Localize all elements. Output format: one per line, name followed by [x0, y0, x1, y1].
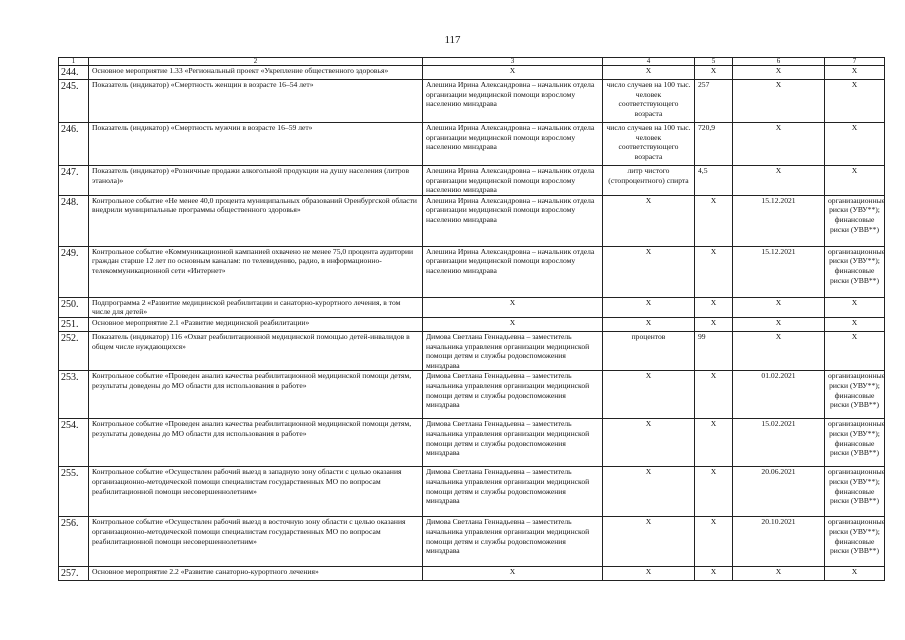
- row-number: 253.: [59, 371, 89, 419]
- row-value: Х: [695, 371, 733, 419]
- row-unit: Х: [603, 467, 695, 517]
- row-unit: Х: [603, 317, 695, 331]
- row-value: Х: [695, 419, 733, 467]
- row-responsible: Алешина Ирина Александровна – начальник отдела организации медицинской помощи взрослому населению минздрава: [423, 80, 603, 123]
- row-unit: Х: [603, 371, 695, 419]
- table-row: [59, 517, 885, 567]
- row-risk: Х: [825, 331, 885, 370]
- row-unit: Х: [603, 567, 695, 581]
- row-date: Х: [733, 331, 825, 370]
- row-value: 4,5: [695, 166, 733, 196]
- row-unit: число случаев на 100 тыс. человек соответствующего возраста: [603, 80, 695, 123]
- column-number: 2: [89, 58, 423, 66]
- row-name: Показатель (индикатор) «Смертность мужчин в возрасте 16–59 лет»: [89, 123, 423, 166]
- row-value: Х: [695, 246, 733, 297]
- row-value: 720,9: [695, 123, 733, 166]
- row-responsible: Димова Светлана Геннадьевна – заместитель начальника управления организации медицинской помощи детям и службы родовспоможения минздрава: [423, 371, 603, 419]
- row-risk: Х: [825, 166, 885, 196]
- row-number: 252.: [59, 331, 89, 370]
- table-row: [59, 195, 885, 246]
- row-date: Х: [733, 123, 825, 166]
- row-date: 20.10.2021: [733, 517, 825, 567]
- row-unit: Х: [603, 66, 695, 80]
- row-number: 250.: [59, 297, 89, 317]
- row-risk: организационные риски (УВУ**); финансовые риски (УВВ**): [825, 467, 885, 517]
- table-row: [59, 419, 885, 467]
- row-name: Основное мероприятие 2.2 «Развитие санаторно-курортного лечения»: [89, 567, 423, 581]
- row-responsible: Димова Светлана Геннадьевна – заместитель начальника управления организации медицинской помощи детям и службы родовспоможения минздрава: [423, 467, 603, 517]
- row-value: 257: [695, 80, 733, 123]
- column-number: 1: [59, 58, 89, 66]
- row-risk: Х: [825, 297, 885, 317]
- row-number: 255.: [59, 467, 89, 517]
- row-name: Контрольное событие «Осуществлен рабочий выезд в западную зону области с целью оказания организационно-методической помощи специалистам государственных МО по вопросам реабилитационной помощи несовершеннолетним»: [89, 467, 423, 517]
- table-row: [59, 297, 885, 317]
- row-date: Х: [733, 297, 825, 317]
- row-number: 246.: [59, 123, 89, 166]
- row-number: 245.: [59, 80, 89, 123]
- row-responsible: Алешина Ирина Александровна – начальник отдела организации медицинской помощи взрослому населению минздрава: [423, 123, 603, 166]
- table-row: [59, 467, 885, 517]
- row-date: Х: [733, 80, 825, 123]
- row-risk: организационные риски (УВУ**); финансовые риски (УВВ**): [825, 517, 885, 567]
- row-number: 257.: [59, 567, 89, 581]
- row-name: Показатель (индикатор) «Розничные продажи алкогольной продукции на душу населения (литров этанола)»: [89, 166, 423, 196]
- column-number: 6: [733, 58, 825, 66]
- row-risk: Х: [825, 567, 885, 581]
- row-responsible: Димова Светлана Геннадьевна – заместитель начальника управления организации медицинской помощи детям и службы родовспоможения минздрава: [423, 331, 603, 370]
- row-risk: Х: [825, 317, 885, 331]
- row-date: 20.06.2021: [733, 467, 825, 517]
- row-responsible: Алешина Ирина Александровна – начальник отдела организации медицинской помощи взрослому населению минздрава: [423, 246, 603, 297]
- row-unit: Х: [603, 297, 695, 317]
- row-name: Основное мероприятие 2.1 «Развитие медицинской реабилитации»: [89, 317, 423, 331]
- row-responsible: Димова Светлана Геннадьевна – заместитель начальника управления организации медицинской помощи детям и службы родовспоможения минздрава: [423, 419, 603, 467]
- row-value: Х: [695, 467, 733, 517]
- row-responsible: Х: [423, 66, 603, 80]
- table-row: [59, 66, 885, 80]
- row-date: 15.12.2021: [733, 246, 825, 297]
- row-number: 249.: [59, 246, 89, 297]
- row-number: 254.: [59, 419, 89, 467]
- row-value: Х: [695, 297, 733, 317]
- row-value: Х: [695, 567, 733, 581]
- row-name: Контрольное событие «Проведен анализ качества реабилитационной медицинской помощи детям, результаты доведены до МО области для использования в работе»: [89, 419, 423, 467]
- row-value: Х: [695, 66, 733, 80]
- row-responsible: Димова Светлана Геннадьевна – заместитель начальника управления организации медицинской помощи детям и службы родовспоможения минздрава: [423, 517, 603, 567]
- table-row: [59, 567, 885, 581]
- table-row: [59, 80, 885, 123]
- row-unit: Х: [603, 195, 695, 246]
- row-responsible: Х: [423, 317, 603, 331]
- row-date: 15.12.2021: [733, 195, 825, 246]
- row-risk: организационные риски (УВУ**); финансовые риски (УВВ**): [825, 246, 885, 297]
- column-number: 7: [825, 58, 885, 66]
- row-date: Х: [733, 166, 825, 196]
- row-name: Подпрограмма 2 «Развитие медицинской реабилитации и санаторно-курортного лечения, в том числе для детей»: [89, 297, 423, 317]
- row-unit: литр чистого (стопроцентного) спирта: [603, 166, 695, 196]
- row-name: Контрольное событие «Проведен анализ качества реабилитационной медицинской помощи детям, результаты доведены до МО области для использования в работе»: [89, 371, 423, 419]
- column-number: 4: [603, 58, 695, 66]
- row-risk: Х: [825, 123, 885, 166]
- row-value: 99: [695, 331, 733, 370]
- table-row: [59, 371, 885, 419]
- column-number: 5: [695, 58, 733, 66]
- row-date: 15.02.2021: [733, 419, 825, 467]
- row-date: Х: [733, 567, 825, 581]
- row-date: Х: [733, 317, 825, 331]
- table-row: [59, 317, 885, 331]
- row-risk: Х: [825, 66, 885, 80]
- row-responsible: Алешина Ирина Александровна – начальник отдела организации медицинской помощи взрослому населению минздрава: [423, 166, 603, 196]
- row-value: Х: [695, 317, 733, 331]
- row-number: 244.: [59, 66, 89, 80]
- row-name: Основное мероприятие 1.33 «Региональный проект «Укрепление общественного здоровья»: [89, 66, 423, 80]
- row-name: Контрольное событие «Не менее 40,0 процента муниципальных образований Оренбургской области внедрили муниципальные программы общественного здоровья»: [89, 195, 423, 246]
- table-row: [59, 166, 885, 196]
- column-number-row: [59, 58, 885, 66]
- table-row: [59, 123, 885, 166]
- row-name: Контрольное событие «Осуществлен рабочий выезд в восточную зону области с целью оказания организационно-методической помощи специалистам государственных МО по вопросам реабилитационной помощи несовершеннолетним»: [89, 517, 423, 567]
- column-number: 3: [423, 58, 603, 66]
- program-table: [58, 57, 885, 581]
- row-number: 247.: [59, 166, 89, 196]
- row-name: Показатель (индикатор) 116 «Охват реабилитационной медицинской помощью детей-инвалидов в общем числе нуждающихся»: [89, 331, 423, 370]
- row-unit: Х: [603, 419, 695, 467]
- row-value: Х: [695, 195, 733, 246]
- row-date: Х: [733, 66, 825, 80]
- page-number: 117: [444, 34, 461, 46]
- row-name: Показатель (индикатор) «Смертность женщин в возрасте 16–54 лет»: [89, 80, 423, 123]
- row-date: 01.02.2021: [733, 371, 825, 419]
- row-unit: число случаев на 100 тыс. человек соответствующего возраста: [603, 123, 695, 166]
- row-number: 248.: [59, 195, 89, 246]
- row-responsible: Х: [423, 297, 603, 317]
- row-number: 251.: [59, 317, 89, 331]
- row-risk: организационные риски (УВУ**); финансовые риски (УВВ**): [825, 419, 885, 467]
- row-responsible: Алешина Ирина Александровна – начальник отдела организации медицинской помощи взрослому населению минздрава: [423, 195, 603, 246]
- row-unit: Х: [603, 246, 695, 297]
- table-row: [59, 246, 885, 297]
- row-number: 256.: [59, 517, 89, 567]
- row-risk: организационные риски (УВУ**); финансовые риски (УВВ**): [825, 195, 885, 246]
- row-unit: Х: [603, 517, 695, 567]
- row-responsible: Х: [423, 567, 603, 581]
- row-risk: организационные риски (УВУ**); финансовые риски (УВВ**): [825, 371, 885, 419]
- row-unit: процентов: [603, 331, 695, 370]
- table-row: [59, 331, 885, 370]
- row-name: Контрольное событие «Коммуникационной кампанией охвачено не менее 75,0 процента аудитории граждан старше 12 лет по основным каналам: по телевидению, радио, в информационно-телекоммуникационной сети «Интернет»: [89, 246, 423, 297]
- row-risk: Х: [825, 80, 885, 123]
- row-value: Х: [695, 517, 733, 567]
